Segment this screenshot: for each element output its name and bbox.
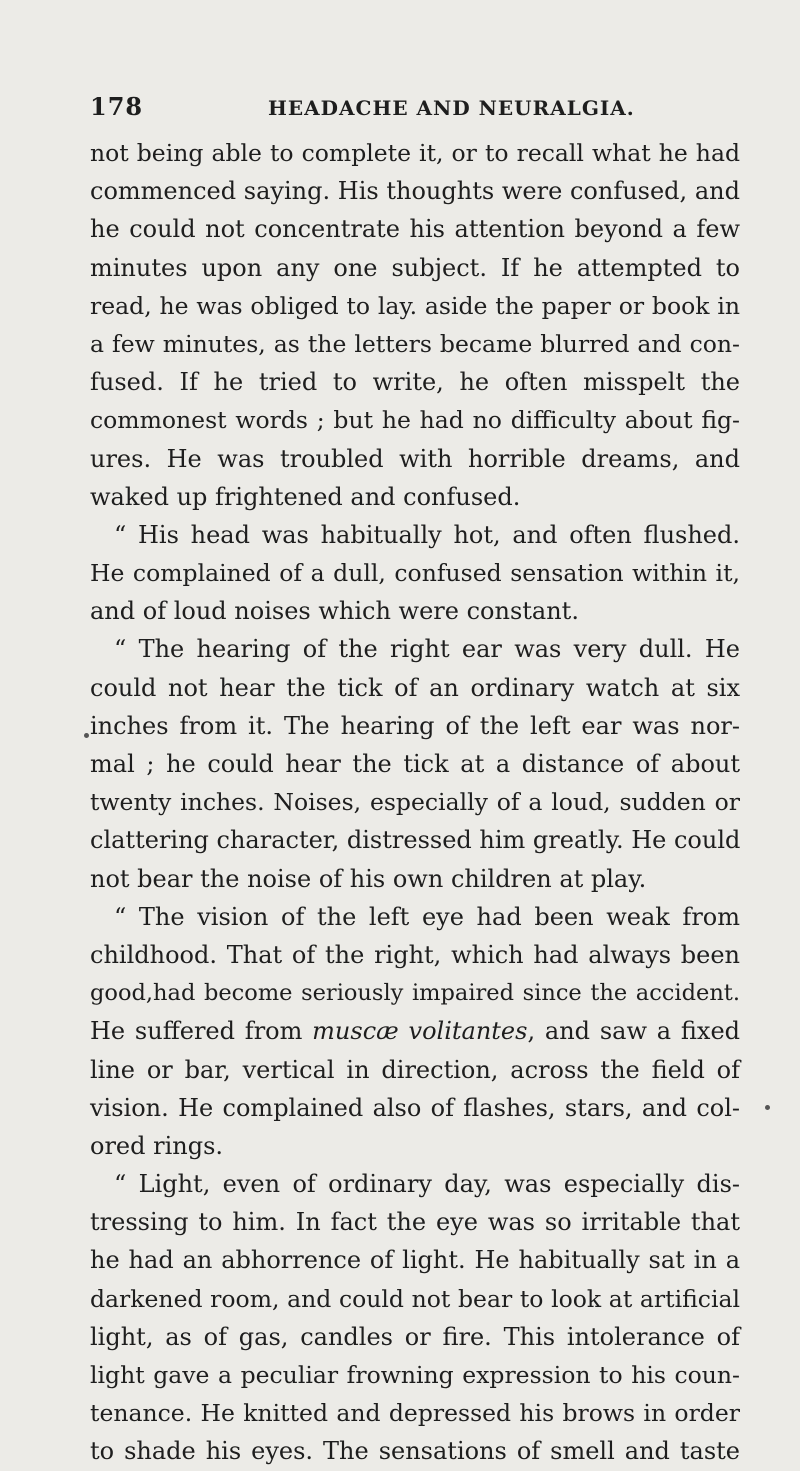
text-line: a few minutes, as the letters became blurred and con- (90, 329, 740, 358)
line-text-after: , and saw a fixed (527, 1017, 741, 1046)
running-head (90, 92, 740, 124)
text-line: read, he was obliged to lay. aside the paper or book in (90, 291, 740, 320)
text-line: not bear the noise of his own children at play. (90, 864, 647, 893)
text-line: light gave a peculiar frowning expression to his coun- (90, 1361, 740, 1389)
text-line: mal ; he could hear the tick at a distance of about (90, 750, 740, 778)
running-title: HEADACHE AND NEURALGIA. (268, 96, 635, 120)
text-line: childhood. That of the right, which had always been (90, 940, 740, 969)
text-line: He complained of a dull, confused sensation within it, (90, 559, 740, 588)
text-line: twenty inches. Noises, especially of a loud, sudden or (90, 788, 740, 817)
text-line: fused. If he tried to write, he often misspelt the (90, 368, 740, 397)
text-line: inches from it. The hearing of the left ear was nor- (90, 711, 740, 740)
text-line: not being able to complete it, or to recall what he had (90, 139, 740, 167)
text-line: he could not concentrate his attention beyond a few (90, 215, 740, 244)
text-line: line or bar, vertical in direction, across the field of (90, 1055, 740, 1084)
italic-term: muscæ volitantes (312, 1017, 528, 1046)
body-text (90, 134, 740, 1471)
text-line: waked up frightened and confused. (90, 482, 521, 511)
text-line: darkened room, and could not bear to look at artificial (90, 1284, 740, 1313)
text-line: commonest words ; but he had no difficulty about fig- (90, 406, 740, 435)
text-line: commenced saying. His thoughts were confused, and (90, 177, 740, 206)
text-line: could not hear the tick of an ordinary watch at six (90, 673, 740, 702)
text-line: “ The hearing of the right ear was very dull. He (114, 635, 740, 664)
text-line: minutes upon any one subject. If he attempted to (90, 253, 740, 282)
text-line: ures. He was troubled with horrible dreams, and (90, 444, 740, 473)
page-number: 178 (90, 92, 144, 121)
text-line: tressing to him. In fact the eye was so irritable that (90, 1208, 740, 1237)
text-line: “ Light, even of ordinary day, was especially dis- (114, 1170, 740, 1199)
line-text-before: He suffered from (90, 1017, 313, 1046)
text-line: he had an abhorrence of light. He habitually sat in a (90, 1246, 740, 1275)
text-line: vision. He complained also of flashes, stars, and col- (90, 1093, 740, 1122)
text-line: “ His head was habitually hot, and often flushed. (114, 520, 740, 549)
text-line: light, as of gas, candles or fire. This intolerance of (90, 1322, 740, 1351)
text-line: “ The vision of the left eye had been weak from (114, 902, 740, 931)
text-line: clattering character, distressed him greatly. He could (90, 826, 741, 855)
text-line (90, 1012, 740, 1050)
margin-mark (765, 1105, 770, 1110)
text-line: tenance. He knitted and depressed his brows in order (90, 1399, 740, 1428)
text-line: to shade his eyes. The sensations of smell and taste (90, 1437, 740, 1466)
text-line: good,had become seriously impaired since the accident. (90, 980, 740, 1007)
margin-mark (84, 733, 89, 738)
text-line: ored rings. (90, 1131, 224, 1160)
text-line: and of loud noises which were constant. (90, 597, 579, 626)
